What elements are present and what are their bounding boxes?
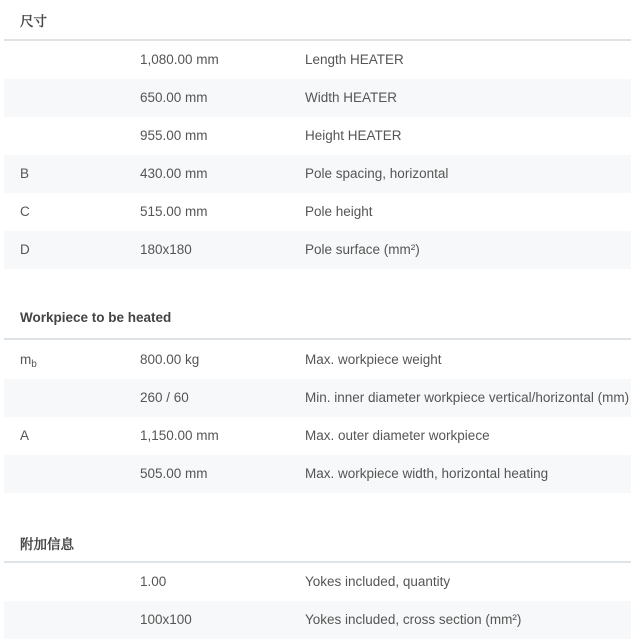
row-description: Pole surface (mm²) xyxy=(305,242,420,257)
spec-table-additional-info xyxy=(4,563,631,639)
row-symbol: A xyxy=(20,428,30,443)
symbol-main: m xyxy=(20,352,32,367)
row-description: Width HEATER xyxy=(305,90,398,105)
table-row xyxy=(4,379,631,417)
row-value: 180x180 xyxy=(140,242,192,257)
row-description: Pole spacing, horizontal xyxy=(305,166,449,181)
row-description: Max. workpiece weight xyxy=(305,352,442,367)
table-row xyxy=(4,455,631,493)
row-value: 650.00 mm xyxy=(140,90,208,105)
table-row xyxy=(4,155,631,193)
row-value: 430.00 mm xyxy=(140,166,208,181)
row-description: Max. workpiece width, horizontal heating xyxy=(305,466,549,481)
row-value: 800.00 kg xyxy=(140,352,200,367)
row-description: Yokes included, cross section (mm²) xyxy=(305,612,522,627)
section-title-additional-info: 附加信息 xyxy=(20,537,74,552)
table-row xyxy=(4,417,631,455)
row-description: Yokes included, quantity xyxy=(305,574,451,589)
symbol-subscript: b xyxy=(31,359,37,370)
row-value: 1.00 xyxy=(140,574,167,589)
spec-table-dimensions xyxy=(4,41,631,269)
table-row xyxy=(4,231,631,269)
table-row xyxy=(4,117,631,155)
row-description: Pole height xyxy=(305,204,373,219)
row-symbol xyxy=(20,341,37,381)
section-title-dimensions: 尺寸 xyxy=(20,14,47,29)
row-symbol: D xyxy=(20,242,30,257)
row-value: 515.00 mm xyxy=(140,204,208,219)
table-row xyxy=(4,341,631,379)
row-description: Height HEATER xyxy=(305,128,402,143)
table-row xyxy=(4,563,631,601)
section-divider xyxy=(4,338,631,340)
row-description: Min. inner diameter workpiece vertical/horizontal (mm) xyxy=(305,390,630,405)
row-description: Max. outer diameter workpiece xyxy=(305,428,490,443)
spec-table-workpiece xyxy=(4,341,631,493)
row-description: Length HEATER xyxy=(305,52,404,67)
row-symbol: C xyxy=(20,204,30,219)
table-row xyxy=(4,193,631,231)
table-row xyxy=(4,41,631,79)
row-value: 1,080.00 mm xyxy=(140,52,219,67)
row-value: 260 / 60 xyxy=(140,390,189,405)
row-value: 100x100 xyxy=(140,612,192,627)
table-row xyxy=(4,79,631,117)
table-row xyxy=(4,601,631,639)
row-value: 1,150.00 mm xyxy=(140,428,219,443)
row-symbol: B xyxy=(20,166,30,181)
section-title-workpiece: Workpiece to be heated xyxy=(20,310,172,325)
row-value: 955.00 mm xyxy=(140,128,208,143)
row-value: 505.00 mm xyxy=(140,466,208,481)
